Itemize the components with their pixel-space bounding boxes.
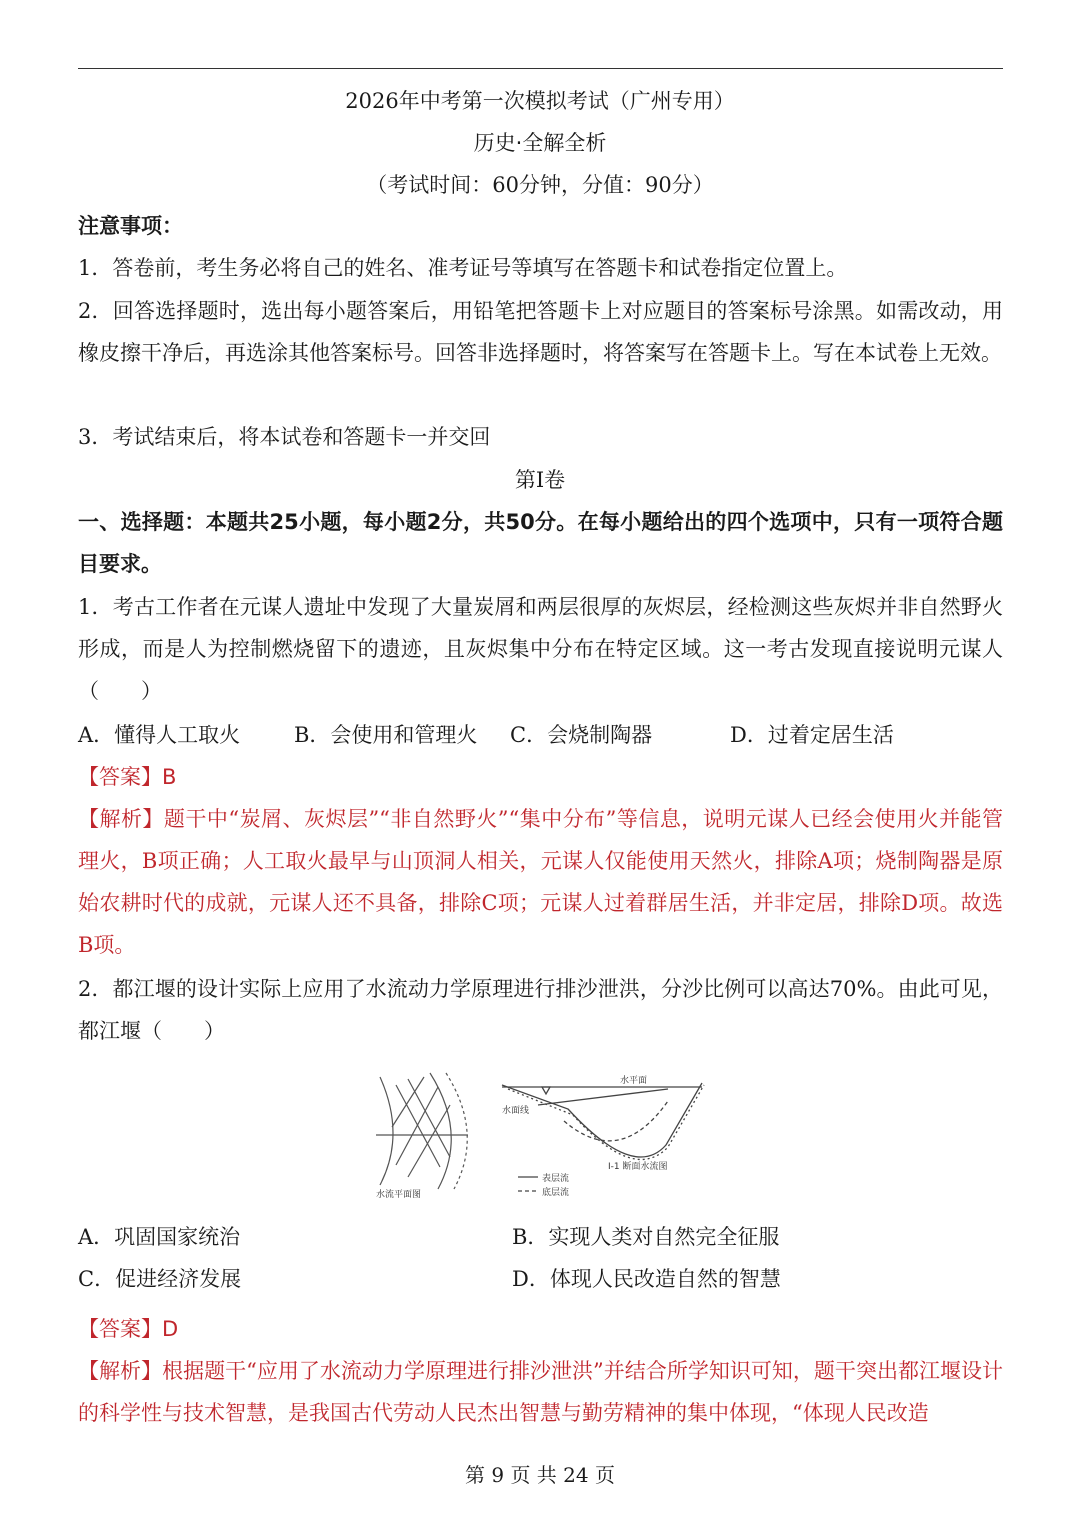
plan-caption: 水流平面图	[376, 1190, 422, 1200]
dujiangyan-water-flow-figure	[368, 1065, 708, 1205]
plan-bank-right	[430, 1073, 451, 1189]
plan-arrow-4	[408, 1105, 450, 1177]
q1-answer-label: 【答案】	[78, 765, 162, 789]
q1-option-a: A．懂得人工取火	[78, 723, 241, 747]
legend-bottom-label: 底层流	[542, 1188, 570, 1198]
plan-bank-dashed	[446, 1073, 467, 1189]
notice-heading: 注意事项：	[78, 214, 183, 238]
q2-option-b: B．实现人类对自然完全征服	[512, 1225, 780, 1249]
q2-option-d: D．体现人民改造自然的智慧	[512, 1267, 781, 1291]
plan-arrow-3	[396, 1087, 438, 1165]
section-instructions: 一、选择题：本题共25小题，每小题2分，共50分。在每小题给出的四个选项中，只有一项符合题目要求。	[78, 510, 1003, 576]
q2-answer-value: D	[162, 1317, 179, 1341]
q2-analysis-label: 【解析】	[78, 1359, 163, 1383]
water-flow-plan-diagram	[376, 1073, 468, 1189]
notice-item-2: 2．回答选择题时，选出每小题答案后，用铅笔把答题卡上对应题目的答案标号涂黑。如需改动，用橡皮擦干净后，再选涂其他答案标号。回答非选择题时，将答案写在答题卡上。写在本试卷上无效。	[78, 299, 1003, 365]
q2-option-c: C．促进经济发展	[78, 1267, 242, 1291]
page-number-footer: 第 9 页 共 24 页	[465, 1463, 615, 1487]
notice-item-1: 1．答卷前，考生务必将自己的姓名、准考证号等填写在答题卡和试卷指定位置上。	[78, 256, 848, 280]
water-level-symbol	[542, 1087, 550, 1094]
q1-options	[78, 714, 1003, 756]
q1-analysis-text: 题干中“炭屑、灰烬层”“非自然野火”“集中分布”等信息，说明元谋人已经会使用火并能管理火，B项正确；人工取火最早与山顶洞人相关，元谋人仅能使用天然火，排除A项；烧制陶器是原始农耕时代的成就，元谋人还不具备，排除C项；元谋人过着群居生活，并非定居，排除D项。故选B项。	[78, 807, 1003, 957]
q2-stem: 2．都江堰的设计实际上应用了水流动力学原理进行排沙泄洪，分沙比例可以高达70%。由此可见，都江堰（ ）	[78, 977, 1003, 1043]
q1-option-d: D．过着定居生活	[730, 723, 894, 747]
q2-options-row-1	[78, 1216, 1003, 1258]
q1-stem: 1．考古工作者在元谋人遗址中发现了大量炭屑和两层很厚的灰烬层，经检测这些灰烬并非自然野火形成，而是人为控制燃烧留下的遗迹，且灰烬集中分布在特定区域。这一考古发现直接说明元谋人（ ）	[78, 595, 1003, 703]
q2-answer-label: 【答案】	[78, 1317, 162, 1341]
exam-subtitle: 历史·全解全析	[473, 131, 607, 155]
legend-surface-label: 表层流	[542, 1174, 570, 1184]
q1-analysis-label: 【解析】	[78, 807, 164, 831]
surface-flow-arrow	[538, 1089, 668, 1105]
exam-info: （考试时间：60分钟，分值：90分）	[366, 173, 714, 197]
plan-arrow-5	[392, 1077, 424, 1127]
q2-answer	[78, 1308, 1003, 1350]
section-caption: I-1 断面水流图	[608, 1162, 668, 1172]
q1-answer	[78, 756, 1003, 798]
q2-options-row-2	[78, 1258, 1003, 1300]
q1-analysis	[78, 798, 1003, 966]
q1-option-b: B．会使用和管理火	[294, 723, 478, 747]
exam-title: 2026年中考第一次模拟考试（广州专用）	[345, 89, 735, 113]
top-rule	[78, 68, 1003, 69]
volume-title: 第Ⅰ卷	[514, 468, 566, 492]
plan-bank-left	[380, 1077, 393, 1185]
notice-item-3: 3．考试结束后，将本试卷和答题卡一并交回	[78, 425, 491, 449]
q2-analysis	[78, 1350, 1003, 1434]
surface-line-label: 水面线	[502, 1106, 530, 1116]
channel-bed	[502, 1083, 702, 1157]
water-flow-section-diagram	[502, 1083, 704, 1191]
q2-analysis-text: 根据题干“应用了水流动力学原理进行排沙泄洪”并结合所学知识可知，题干突出都江堰设计的科学性与技术智慧，是我国古代劳动人民杰出智慧与勤劳精神的集中体现，“体现人民改造	[78, 1359, 1004, 1425]
q1-answer-value: B	[162, 765, 177, 789]
q2-option-a: A．巩固国家统治	[78, 1225, 241, 1249]
water-level-label: 水平面	[620, 1076, 648, 1086]
q1-option-c: C．会烧制陶器	[510, 723, 653, 747]
